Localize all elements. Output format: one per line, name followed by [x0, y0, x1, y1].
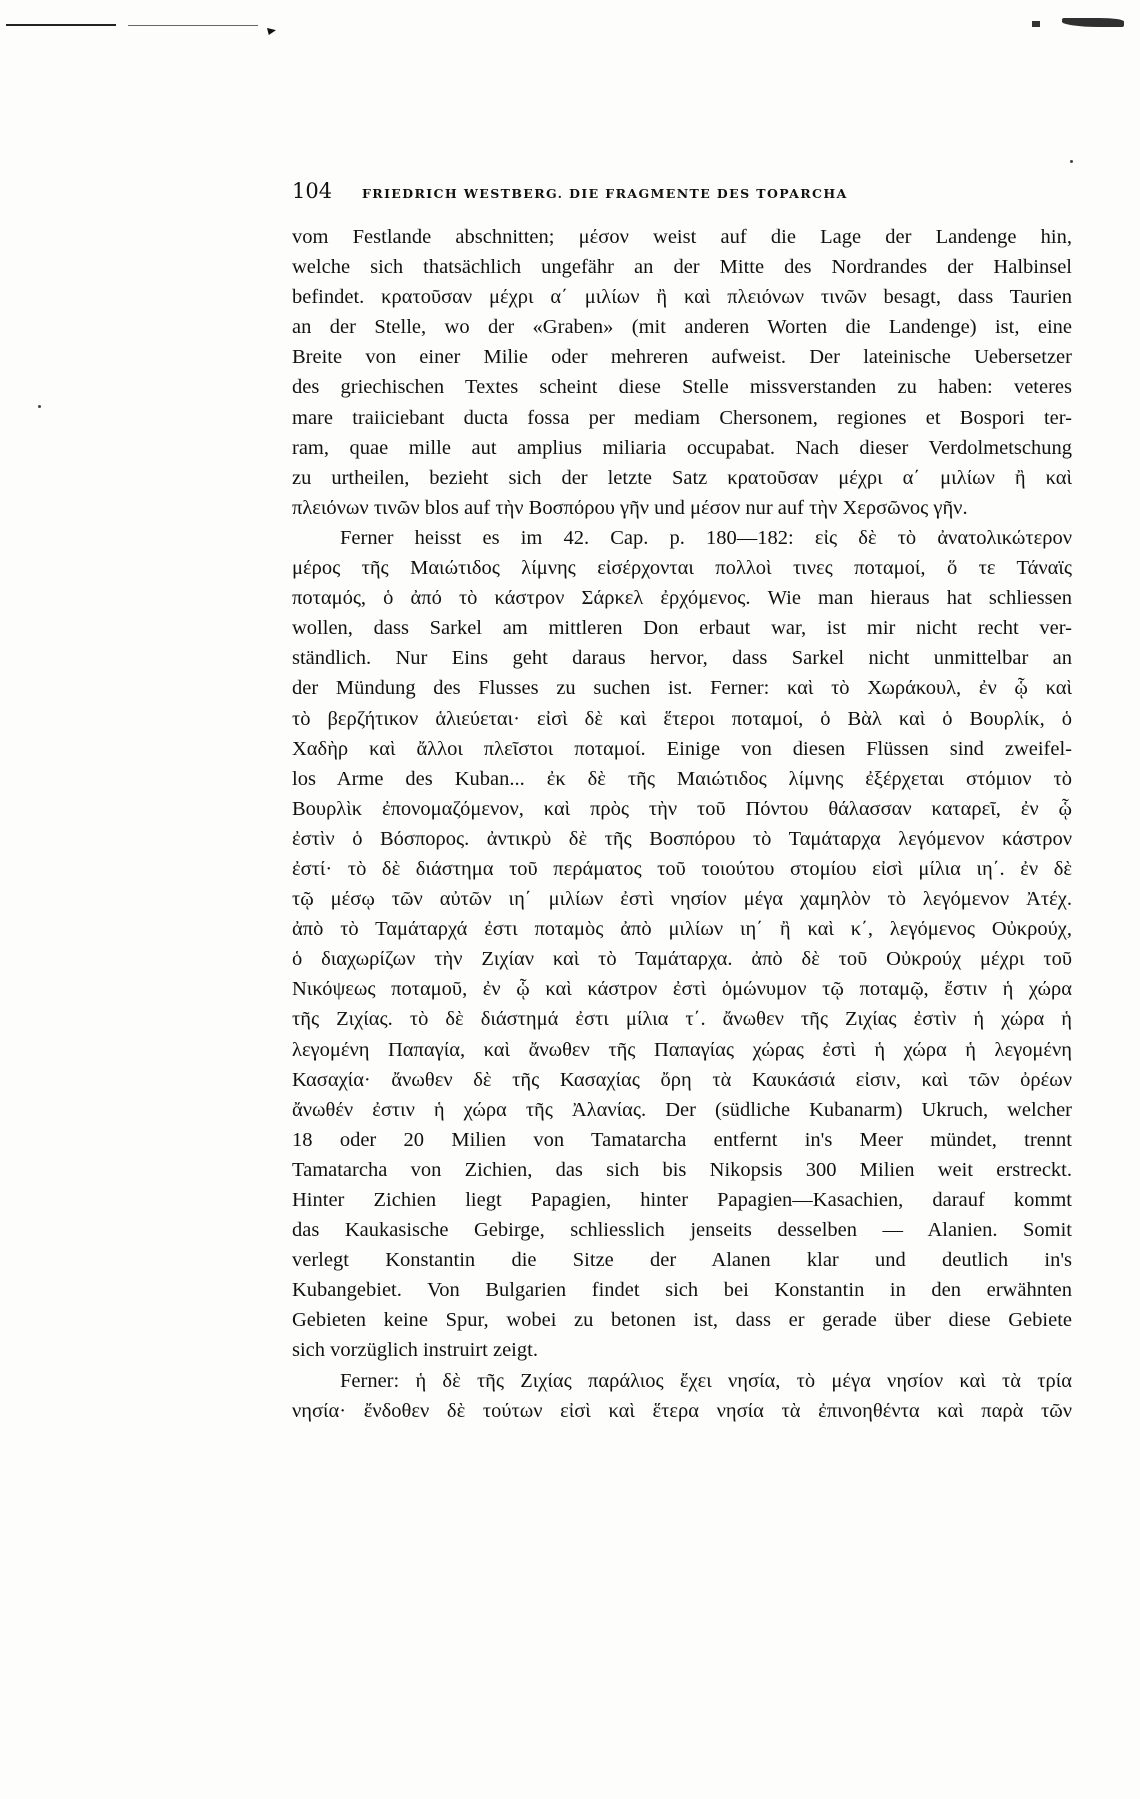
text-line: ἐστὶν ὁ Βόσπορος. ἀντικρὺ δὲ τῆς Βοσπόρου τὸ Ταμάταρχα λεγόμενον κάστρον — [292, 827, 1072, 850]
text-line: welche sich thatsächlich ungefähr an der Mitte des Nordrandes der Halbinsel — [292, 256, 1072, 279]
scan-ink-mark — [1032, 21, 1040, 27]
text-line: Χαδὴρ καὶ ἄλλοι πλεῖστοι ποταμοί. Einige von diesen Flüssen sind zweifel- — [292, 737, 1072, 760]
text-line: Ferner heisst es im 42. Cap. p. 180—182: εἰς δὲ τὸ ἀνατολικώτερον — [340, 526, 1072, 549]
body-text — [292, 222, 1072, 1426]
scan-rule-mark — [128, 25, 258, 26]
text-line: los Arme des Kuban... ἐκ δὲ τῆς Μαιώτιδος λίμνης ἐξέρχεται στόμιον τὸ — [292, 767, 1072, 790]
text-line: νησία· ἔνδοθεν δὲ τούτων εἰσὶ καὶ ἕτερα νησία τὰ ἐπινοηθέντα καὶ παρὰ τῶν — [292, 1399, 1072, 1422]
text-line: Tamatarcha von Zichien, das sich bis Nikopsis 300 Milien weit erstreckt. — [292, 1158, 1072, 1181]
scan-rule-mark — [6, 24, 116, 26]
text-line: 18 oder 20 Milien von Tamatarcha entfernt in's Meer mündet, trennt — [292, 1128, 1072, 1151]
text-line: sich vorzüglich instruirt zeigt. — [292, 1339, 538, 1362]
scan-speck — [1070, 160, 1073, 163]
text-line: ἐστί· τὸ δὲ διάστημα τοῦ περάματος τοῦ τοιούτου στομίου εἰσὶ μίλια ιη΄. ἐν δὲ — [292, 857, 1072, 880]
text-line: ὁ διαχωρίζων τὴν Ζιχίαν καὶ τὸ Ταμάταρχα. ἀπὸ δὲ τοῦ Οὐκρούχ μέχρι τοῦ — [292, 948, 1072, 971]
scan-speck — [38, 405, 41, 408]
running-head: FRIEDRICH WESTBERG. DIE FRAGMENTE DES TOPARCHA — [362, 186, 848, 201]
paragraph — [292, 523, 1072, 1366]
text-line: mare traiiciebant ducta fossa per mediam Chersonem, regiones et Bospori ter- — [292, 406, 1072, 429]
page-number: 104 — [292, 179, 333, 203]
text-line: Hinter Zichien liegt Papagien, hinter Papagien—Kasachien, darauf kommt — [292, 1189, 1072, 1211]
page-header — [292, 176, 1072, 210]
text-line: der Mündung des Flusses zu suchen ist. Ferner: καὶ τὸ Χωράκουλ, ἐν ᾧ καὶ — [292, 677, 1072, 700]
text-line: an der Stelle, wo der «Graben» (mit anderen Worten die Landenge) ist, eine — [292, 316, 1072, 339]
text-line: ἀπὸ τὸ Ταμάταρχά ἐστι ποταμὸς ἀπὸ μιλίων ιη΄ ἢ καὶ κ΄, λεγόμενος Οὐκρούχ, — [292, 918, 1072, 941]
text-line: τῆς Ζιχίας. τὸ δὲ διάστημά ἐστι μίλια τ΄. ἄνωθεν τῆς Ζιχίας ἐστὶν ἡ χώρα ἡ — [292, 1008, 1072, 1031]
text-line: Kubangebiet. Von Bulgarien findet sich bei Konstantin in den erwähnten — [292, 1279, 1072, 1302]
scan-ink-smudge — [1062, 18, 1124, 27]
text-line: Gebieten keine Spur, wobei zu betonen ist, dass er gerade über diese Gebiete — [292, 1309, 1072, 1332]
text-line: Νικόψεως ποταμοῦ, ἐν ᾧ καὶ κάστρον ἐστὶ ὁμώνυμον τῷ ποταμῷ, ἔστιν ἡ χώρα — [292, 978, 1072, 1001]
text-line: Breite von einer Milie oder mehreren aufweist. Der lateinische Uebersetzer — [292, 346, 1072, 369]
paragraph — [292, 1366, 1072, 1426]
text-line: vom Festlande abschnitten; μέσον weist auf die Lage der Landenge hin, — [292, 226, 1072, 248]
text-line: Κασαχία· ἄνωθεν δὲ τῆς Κασαχίας ὄρη τὰ Καυκάσιά εἰσιν, καὶ τῶν ὀρέων — [292, 1068, 1072, 1091]
text-line: ständlich. Nur Eins geht daraus hervor, dass Sarkel nicht unmittelbar an — [292, 647, 1072, 670]
paragraph — [292, 222, 1072, 523]
text-line: des griechischen Textes scheint diese Stelle missverstanden zu haben: veteres — [292, 376, 1072, 399]
text-line: das Kaukasische Gebirge, schliesslich jenseits desselben — Alanien. Somit — [292, 1219, 1072, 1242]
text-line: ram, quae mille aut amplius miliaria occupabat. Nach dieser Verdolmetschung — [292, 436, 1072, 459]
text-line: ποταμός, ὁ ἀπό τὸ κάστρον Σάρκελ ἐρχόμενος. Wie man hieraus hat schliessen — [292, 587, 1072, 610]
text-line: Ferner: ἡ δὲ τῆς Ζιχίας παράλιος ἔχει νησία, τὸ μέγα νησίον καὶ τὰ τρία — [340, 1369, 1072, 1392]
text-line: ἄνωθέν ἐστιν ἡ χώρα τῆς Ἀλανίας. Der (südliche Kubanarm) Ukruch, welcher — [292, 1098, 1072, 1121]
text-line: Βουρλὶκ ἐπονομαζόμενον, καὶ πρὸς τὴν τοῦ Πόντου θάλασσαν καταρεῖ, ἐν ᾧ — [292, 797, 1072, 820]
text-line: zu urtheilen, bezieht sich der letzte Satz κρατοῦσαν μέχρι α΄ μιλίων ἢ καὶ — [292, 466, 1072, 489]
text-line: verlegt Konstantin die Sitze der Alanen klar und deutlich in's — [292, 1249, 1072, 1272]
text-line: wollen, dass Sarkel am mittleren Don erbaut war, ist mir nicht recht ver- — [292, 617, 1072, 640]
text-line: τὸ βερζήτικον ἁλιεύεται· εἰσὶ δὲ καὶ ἕτεροι ποταμοί, ὁ Βὰλ καὶ ὁ Βουρλίκ, ὁ — [292, 707, 1072, 730]
text-line: λεγομένη Παπαγία, καὶ ἄνωθεν τῆς Παπαγίας χώρας ἐστὶ ἡ χώρα ἡ λεγομένη — [292, 1038, 1072, 1061]
scan-ink-mark — [267, 28, 276, 35]
text-line: πλειόνων τινῶν blos auf τὴν Βοσπόρου γῆν und μέσον nur auf τὴν Χερσῶνος γῆν. — [292, 496, 968, 519]
text-line: τῷ μέσῳ τῶν αὐτῶν ιη΄ μιλίων ἐστὶ νησίον μέγα χαμηλὸν τὸ λεγόμενον Ἀτέχ. — [292, 888, 1072, 911]
text-line: befindet. κρατοῦσαν μέχρι α΄ μιλίων ἢ καὶ πλειόνων τινῶν besagt, dass Taurien — [292, 286, 1072, 309]
text-line: μέρος τῆς Μαιώτιδος λίμνης εἰσέρχονται πολλοὶ τινες ποταμοί, ὅ τε Τάναϊς — [292, 557, 1072, 580]
